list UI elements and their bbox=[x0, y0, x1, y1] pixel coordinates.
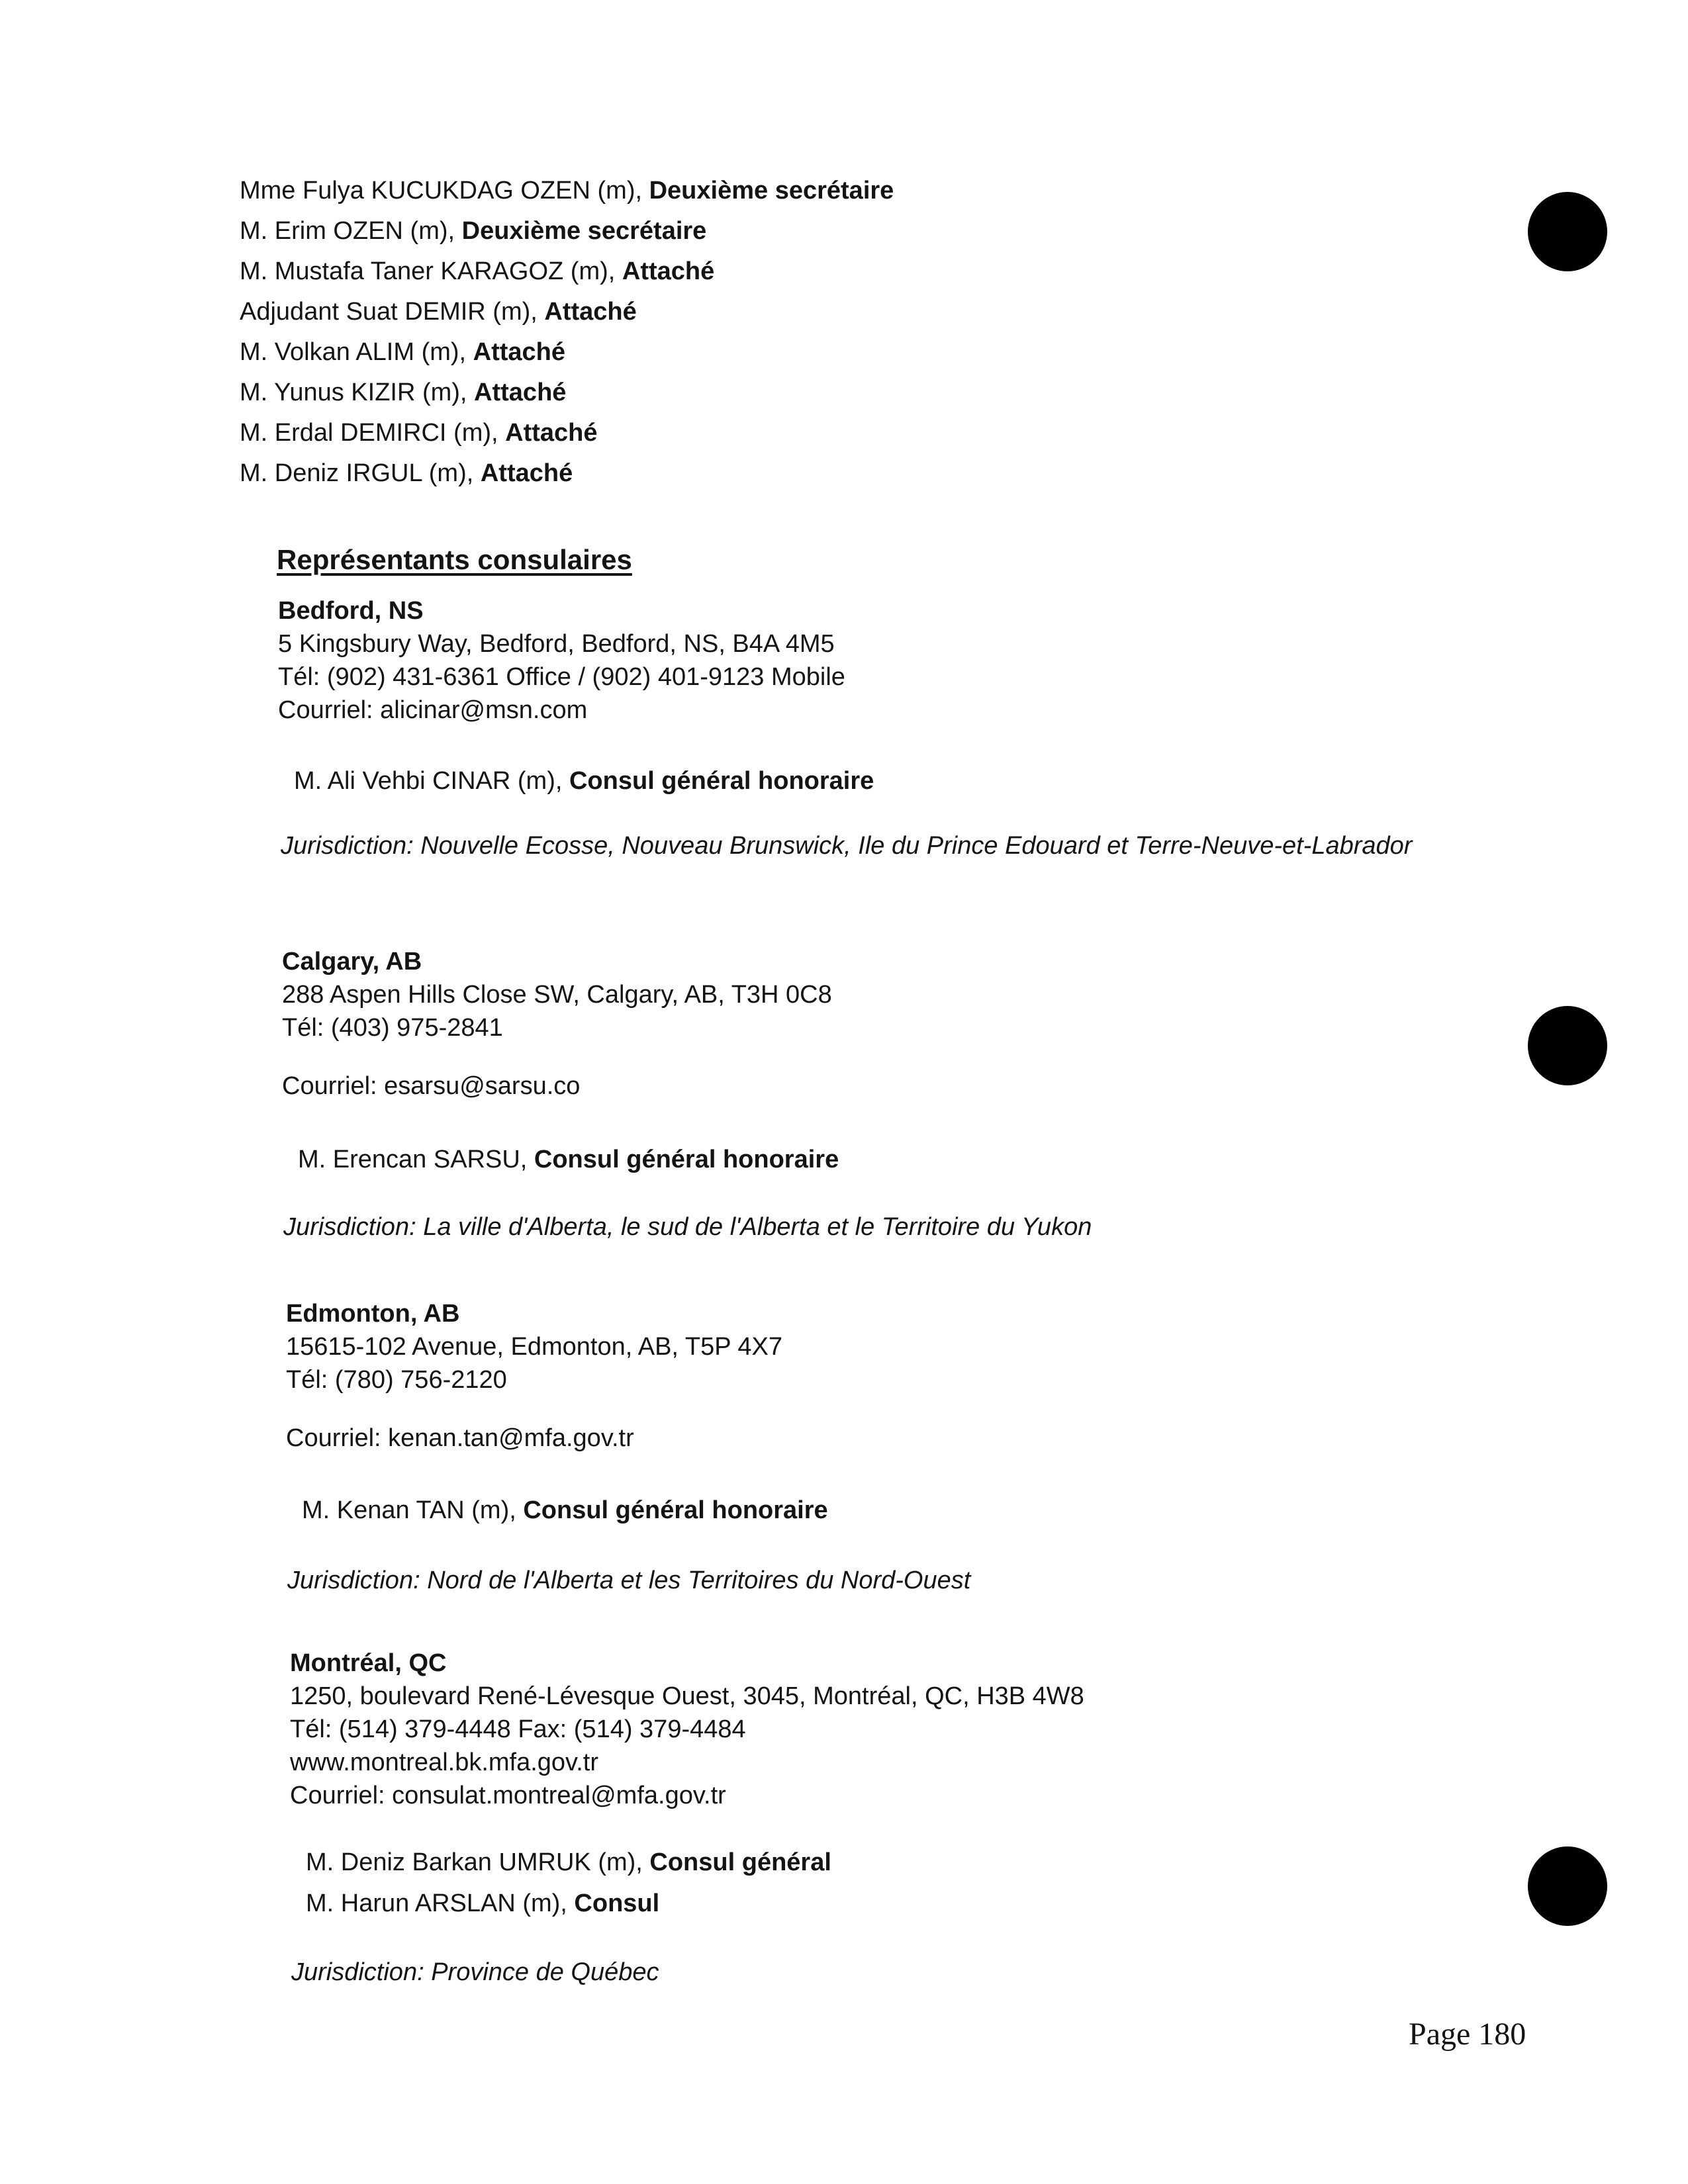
consul-name: M. Ali Vehbi CINAR (m), bbox=[294, 767, 569, 795]
staff-name: M. Erim OZEN (m), bbox=[240, 217, 462, 245]
staff-title: Attaché bbox=[622, 257, 715, 285]
consulate-jurisdiction bbox=[283, 1207, 1422, 1248]
consulate-city: Edmonton, AB bbox=[286, 1300, 460, 1328]
consulate-address: 288 Aspen Hills Close SW, Calgary, AB, T3H 0C8 bbox=[282, 981, 832, 1009]
staff-entry bbox=[240, 292, 1365, 332]
consulate-address: 5 Kingsbury Way, Bedford, Bedford, NS, B4A 4M5 bbox=[278, 630, 835, 658]
consulate-phone: Tél: (514) 379-4448 Fax: (514) 379-4484 bbox=[290, 1715, 746, 1743]
staff-entry bbox=[240, 211, 1365, 251]
staff-title: Attaché bbox=[474, 379, 567, 406]
consul-entry bbox=[306, 1884, 659, 1924]
consul-entry bbox=[306, 1843, 831, 1883]
consul-title: Consul bbox=[574, 1889, 660, 1917]
staff-name: Adjudant Suat DEMIR (m), bbox=[240, 298, 545, 326]
jurisdiction-text: Nouvelle Ecosse, Nouveau Brunswick, Ile du Prince Edouard et Terre-Neuve-et-Labrador bbox=[413, 832, 1413, 860]
consul-name: M. Kenan TAN (m), bbox=[302, 1496, 524, 1524]
consulate-phone: Tél: (780) 756-2120 bbox=[286, 1366, 507, 1394]
staff-title: Attaché bbox=[544, 298, 637, 326]
consulate-jurisdiction bbox=[287, 1561, 1426, 1601]
consulate-email: Courriel: alicinar@msn.com bbox=[278, 696, 588, 724]
consulate-city: Bedford, NS bbox=[278, 597, 424, 625]
consulate-montreal bbox=[290, 1647, 1515, 1812]
staff-entry bbox=[240, 171, 1365, 211]
consulate-email: Courriel: consulat.montreal@mfa.gov.tr bbox=[290, 1782, 726, 1809]
jurisdiction-label: Jurisdiction: bbox=[283, 1213, 416, 1241]
staff-name: M. Deniz IRGUL (m), bbox=[240, 459, 481, 487]
consulate-city: Calgary, AB bbox=[282, 948, 422, 976]
staff-name: M. Erdal DEMIRCI (m), bbox=[240, 419, 506, 447]
consul-name: M. Erencan SARSU, bbox=[298, 1146, 534, 1173]
staff-title: Attaché bbox=[505, 419, 598, 447]
binder-hole-bottom bbox=[1528, 1846, 1607, 1926]
binder-hole-top bbox=[1528, 192, 1607, 271]
jurisdiction-label: Jurisdiction: bbox=[287, 1567, 420, 1594]
staff-name: M. Volkan ALIM (m), bbox=[240, 338, 473, 366]
jurisdiction-text: La ville d'Alberta, le sud de l'Alberta et le Territoire du Yukon bbox=[416, 1213, 1092, 1241]
consulate-calgary bbox=[282, 945, 1507, 1103]
consulate-phone: Tél: (403) 975-2841 bbox=[282, 1014, 503, 1042]
binder-hole-middle bbox=[1528, 1006, 1607, 1085]
staff-title: Attaché bbox=[473, 338, 566, 366]
consulate-email: Courriel: esarsu@sarsu.co bbox=[282, 1072, 581, 1100]
staff-entry bbox=[240, 453, 1365, 494]
page-number: Page 180 bbox=[1409, 2017, 1526, 2052]
consulate-email: Courriel: kenan.tan@mfa.gov.tr bbox=[286, 1424, 634, 1452]
jurisdiction-label: Jurisdiction: bbox=[281, 832, 414, 860]
consulate-phone: Tél: (902) 431-6361 Office / (902) 401-9123 Mobile bbox=[278, 663, 845, 691]
staff-entry bbox=[240, 413, 1365, 453]
jurisdiction-text: Province de Québec bbox=[424, 1958, 659, 1986]
staff-title: Attaché bbox=[480, 459, 573, 487]
consulate-jurisdiction bbox=[281, 826, 1419, 866]
staff-title: Deuxième secrétaire bbox=[649, 177, 894, 205]
consulate-website: www.montreal.bk.mfa.gov.tr bbox=[290, 1749, 599, 1776]
staff-name: Mme Fulya KUCUKDAG OZEN (m), bbox=[240, 177, 649, 205]
consulate-address: 1250, boulevard René-Lévesque Ouest, 3045, Montréal, QC, H3B 4W8 bbox=[290, 1682, 1084, 1710]
staff-name: M. Mustafa Taner KARAGOZ (m), bbox=[240, 257, 622, 285]
consulate-bedford bbox=[278, 594, 1503, 727]
consulate-jurisdiction bbox=[291, 1952, 1430, 1993]
consulate-city: Montréal, QC bbox=[290, 1649, 447, 1677]
consul-entry bbox=[294, 761, 874, 801]
staff-title: Deuxième secrétaire bbox=[461, 217, 707, 245]
consul-name: M. Harun ARSLAN (m), bbox=[306, 1889, 575, 1917]
jurisdiction-text: Nord de l'Alberta et les Territoires du Nord-Ouest bbox=[420, 1567, 971, 1594]
staff-entry bbox=[240, 251, 1365, 292]
jurisdiction-label: Jurisdiction: bbox=[291, 1958, 424, 1986]
staff-entry bbox=[240, 373, 1365, 413]
staff-entry bbox=[240, 332, 1365, 373]
consul-entry bbox=[302, 1490, 828, 1531]
consul-title: Consul général honoraire bbox=[569, 767, 874, 795]
consulate-edmonton bbox=[286, 1297, 1511, 1455]
consul-title: Consul général bbox=[649, 1848, 831, 1876]
consulate-address: 15615-102 Avenue, Edmonton, AB, T5P 4X7 bbox=[286, 1333, 783, 1361]
staff-name: M. Yunus KIZIR (m), bbox=[240, 379, 475, 406]
consul-entry bbox=[298, 1140, 839, 1180]
section-heading: Représentants consulaires bbox=[277, 544, 632, 575]
consul-title: Consul général honoraire bbox=[534, 1146, 839, 1173]
consul-name: M. Deniz Barkan UMRUK (m), bbox=[306, 1848, 650, 1876]
staff-list bbox=[240, 171, 1365, 494]
consul-title: Consul général honoraire bbox=[523, 1496, 828, 1524]
